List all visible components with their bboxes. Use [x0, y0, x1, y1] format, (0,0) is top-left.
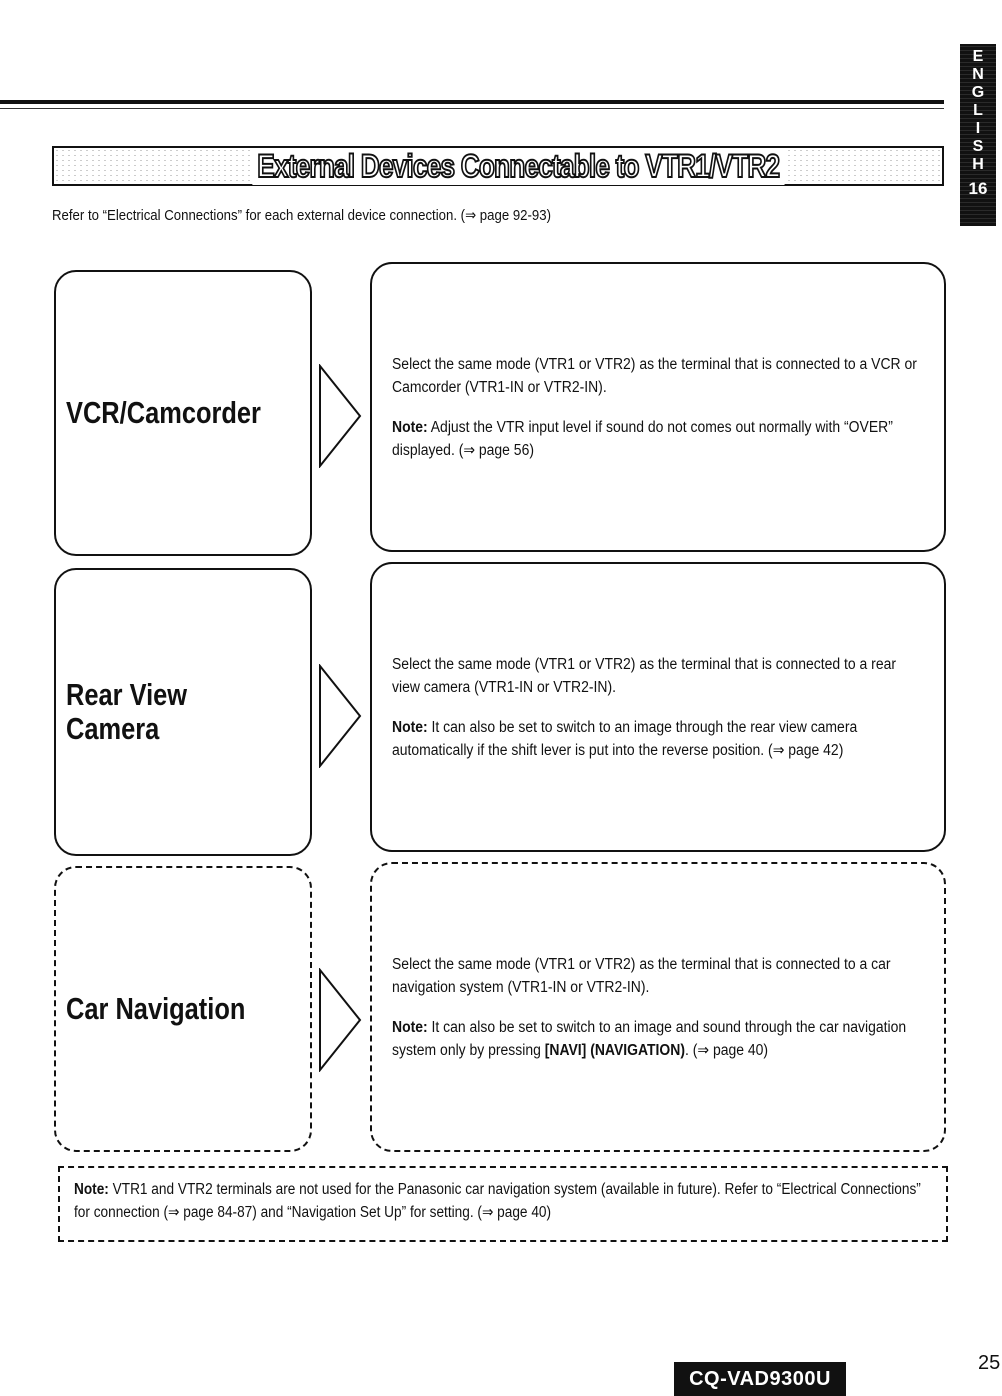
- note-label: Note:: [392, 1018, 428, 1036]
- language-letter: L: [973, 102, 983, 119]
- header-rule: [0, 100, 944, 104]
- description-text: Select the same mode (VTR1 or VTR2) as the terminal that is connected to a rear view camera (VTR1-IN or VTR2-IN).: [392, 655, 896, 696]
- header-rule-thin: [0, 108, 944, 109]
- note-label: Note:: [74, 1181, 109, 1198]
- description-box-vcr-camcorder: [370, 262, 946, 552]
- language-letter: S: [972, 138, 984, 155]
- device-box-car-navigation: [54, 866, 312, 1152]
- device-box-vcr-camcorder: [54, 270, 312, 556]
- note-text: Note: It can also be set to switch to an image and sound through the car navigation system only by pressing [NAVI] (NAVIGATION). (⇒ page 40): [392, 1018, 907, 1059]
- device-box-rear-view-camera: [54, 568, 312, 856]
- model-badge: CQ-VAD9300U: [674, 1362, 846, 1396]
- arrow-right-icon: [318, 664, 362, 768]
- arrow-right-icon: [318, 968, 362, 1072]
- section-number: 16: [968, 179, 988, 198]
- note-text: Note: Adjust the VTR input level if sound do not comes out normally with “OVER” displayed. (⇒ page 56): [392, 418, 893, 459]
- language-tab: [960, 44, 996, 226]
- language-letter: N: [972, 66, 984, 83]
- device-label: Car Navigation: [66, 991, 246, 1026]
- description-text: Select the same mode (VTR1 or VTR2) as the terminal that is connected to a VCR or Camcorder (VTR1-IN or VTR2-IN).: [392, 355, 917, 396]
- language-letter: E: [972, 48, 984, 65]
- navi-button-label: [NAVI] (NAVIGATION): [544, 1041, 686, 1059]
- page-number: 25: [978, 1352, 1001, 1374]
- language-letter: H: [972, 156, 984, 173]
- page-title-bar: [52, 146, 944, 186]
- note-label: Note:: [392, 718, 428, 736]
- language-letter: G: [971, 84, 985, 101]
- description-text: Select the same mode (VTR1 or VTR2) as the terminal that is connected to a car navigation system (VTR1-IN or VTR2-IN).: [392, 955, 891, 996]
- bottom-note-text: Note: VTR1 and VTR2 terminals are not used for the Panasonic car navigation system (available in future). Refer to “Electrical Connections” for connection (⇒ page 84-87) and “Navigation Set Up” for setting. (⇒ page 40): [74, 1181, 921, 1221]
- description-box-car-navigation: [370, 862, 946, 1152]
- arrow-right-icon: [318, 364, 362, 468]
- intro-text: Refer to “Electrical Connections” for each external device connection. (⇒ page 92-93): [52, 207, 551, 224]
- note-text: Note: It can also be set to switch to an image through the rear view camera automatically if the shift lever is put into the reverse position. (⇒ page 42): [392, 718, 858, 759]
- description-box-rear-view-camera: [370, 562, 946, 852]
- device-label: Rear View Camera: [66, 677, 188, 746]
- page-title: External Devices Connectable to VTR1/VTR2: [252, 148, 784, 185]
- language-letter: I: [975, 120, 981, 137]
- bottom-note-box: [58, 1166, 948, 1242]
- note-label: Note:: [392, 418, 428, 436]
- device-label: VCR/Camcorder: [66, 395, 261, 430]
